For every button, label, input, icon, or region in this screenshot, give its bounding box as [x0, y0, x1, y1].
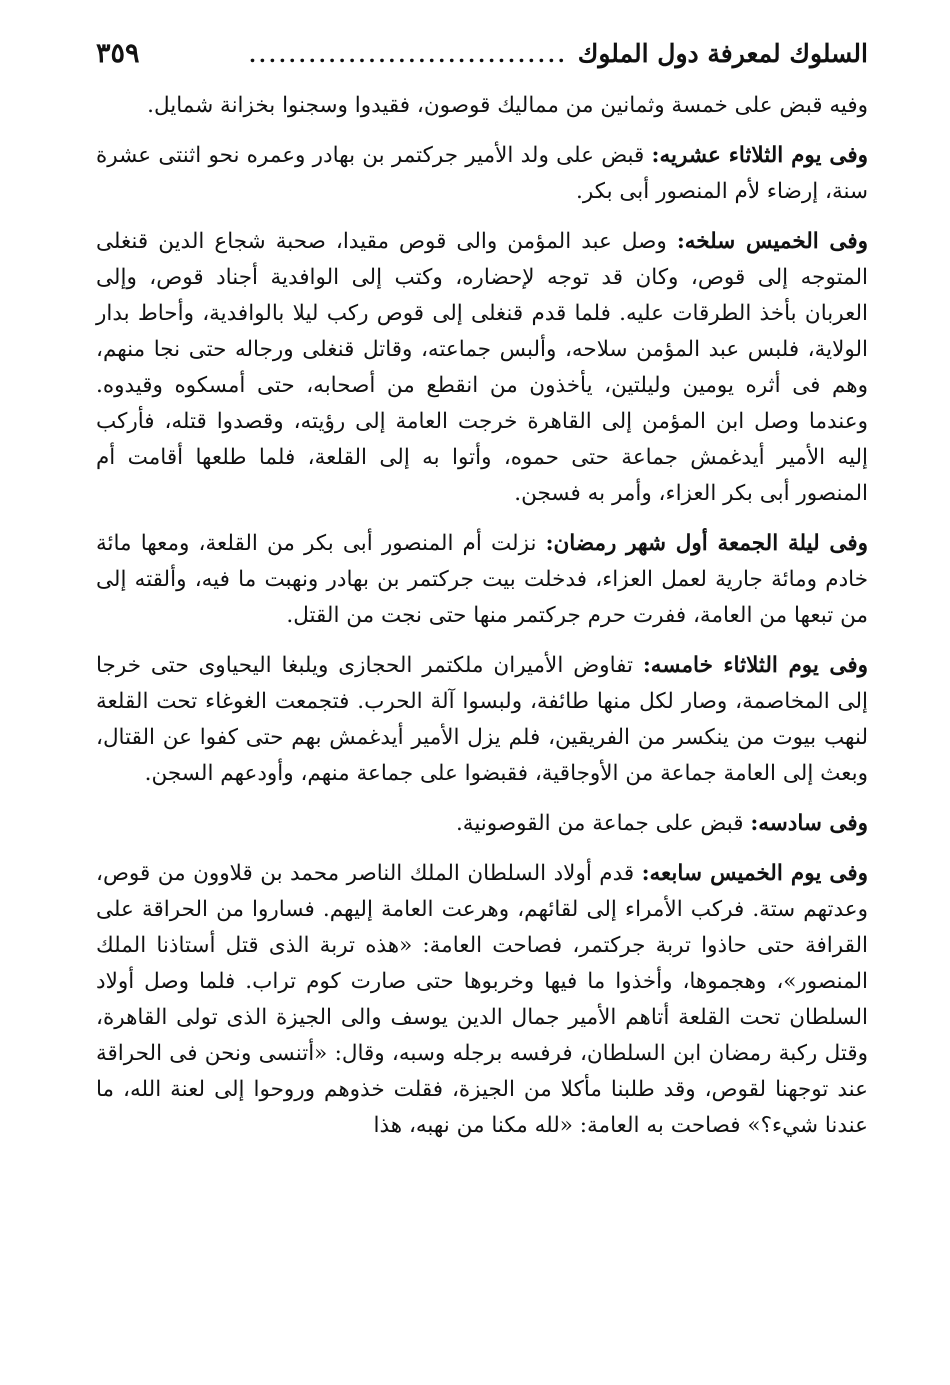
paragraph-lead: وفى سادسه:	[750, 811, 868, 836]
paragraph-lead: وفى ليلة الجمعة أول شهر رمضان:	[545, 531, 868, 556]
paragraph-4	[96, 526, 868, 634]
page-number: ٣٥٩	[96, 38, 140, 69]
paragraph-lead: وفى يوم الخميس سابعه:	[641, 861, 868, 886]
paragraph-1	[96, 88, 868, 124]
paragraph-text: قبض على جماعة من القوصونية.	[455, 811, 751, 836]
paragraph-text: وصل عبد المؤمن والى قوص مقيدا، صحبة شجاع الدين قنغلى المتوجه إلى قوص، وكان قد توجه لإحضاره، وكتب إلى الوافدية أجناد قوص، وإلى العربان بأخذ الطرقات عليه. فلما قدم قنغلى إلى قوص ركب ليلا بالوافدية، وأحاط بدار الولاية، فلبس عبد المؤمن سلاحه، وألبس جماعته، وقاتل قنغلى ورجاله حتى نجا منهم، وهم فى أثره يومين وليلتين، يأخذون من انقطع من أصحابه، حتى أمسكوه وقيدوه. وعندما وصل ابن المؤمن إلى القاهرة خرجت العامة إلى رؤيته، وقصدوا قتله، فأركب إليه الأمير أيدغمش جماعة حتى حموه، وأتوا به إلى القلعة، فلما طلعها أقامت أم المنصور أبى بكر العزاء، وأمر به فسجن.	[96, 229, 868, 506]
paragraph-text: تفاوض الأميران ملكتمر الحجازى ويلبغا اليحياوى حتى خرجا إلى المخاصمة، وصار لكل منها طائفة، ولبسوا آلة الحرب. فتجمعت الغوغاء تحت القلعة لنهب بيوت من ينكسر من الفريقين، فلم يزل الأمير أيدغمش بهم حتى كفوا عن القتال، وبعث إلى العامة جماعة من الأوجاقية، فقبضوا على جماعة منهم، وأودعهم السجن.	[96, 653, 868, 786]
paragraph-lead: وفى يوم الثلاثاء عشريه:	[651, 143, 868, 168]
paragraph-7	[96, 856, 868, 1144]
paragraph-6	[96, 806, 868, 842]
paragraph-lead: وفى الخميس سلخه:	[676, 229, 868, 254]
paragraph-5	[96, 648, 868, 792]
body-text	[96, 88, 868, 1144]
paragraph-text: قدم أولاد السلطان الملك الناصر محمد بن قلاوون من قوص، وعدتهم ستة. فركب الأمراء إلى لقائهم، وهرعت العامة إليهم. فساروا من الحراقة على القرافة حتى حاذوا تربة جركتمر، فصاحت العامة: «هذه تربة الذى قتل أستاذنا الملك المنصور»، وهجموها، وأخذوا ما فيها وخربوها حتى صارت كوم تراب. فلما وصل أولاد السلطان تحت القلعة أتاهم الأمير جمال الدين يوسف والى الجيزة الذى تولى القاهرة، وقتل ركبة رمضان ابن السلطان، فرفسه برجله وسبه، وقال: «أتنسى ونحن فى الحراقة عند توجهنا لقوص، وقد طلبنا مأكلا من الجيزة، فقلت خذوهم وروحوا إلى لعنة الله، ما عندنا شيء؟» فصاحت به العامة: «لله مكنا من نهبه، هذا	[96, 861, 868, 1138]
paragraph-text: وفيه قبض على خمسة وثمانين من مماليك قوصون، فقيدوا وسجنوا بخزانة شمايل.	[147, 93, 868, 118]
paragraph-text: نزلت أم المنصور أبى بكر من القلعة، ومعها مائة خادم ومائة جارية لعمل العزاء، فدخلت بيت جركتمر بن بهادر ونهبت ما فيه، وألقته إلى من تبعها من العامة، ففرت حرم جركتمر منها حتى نجت من القتل.	[96, 531, 868, 628]
header-leader-dots: ................................	[248, 43, 568, 67]
paragraph-3	[96, 224, 868, 512]
book-title: السلوك لمعرفة دول الملوك	[577, 39, 868, 68]
paragraph-2	[96, 138, 868, 210]
running-header	[96, 38, 868, 82]
paragraph-text: قبض على ولد الأمير جركتمر بن بهادر وعمره نحو اثنتى عشرة سنة، إرضاء لأم المنصور أبى بكر.	[96, 143, 868, 204]
paragraph-lead: وفى يوم الثلاثاء خامسه:	[642, 653, 868, 678]
